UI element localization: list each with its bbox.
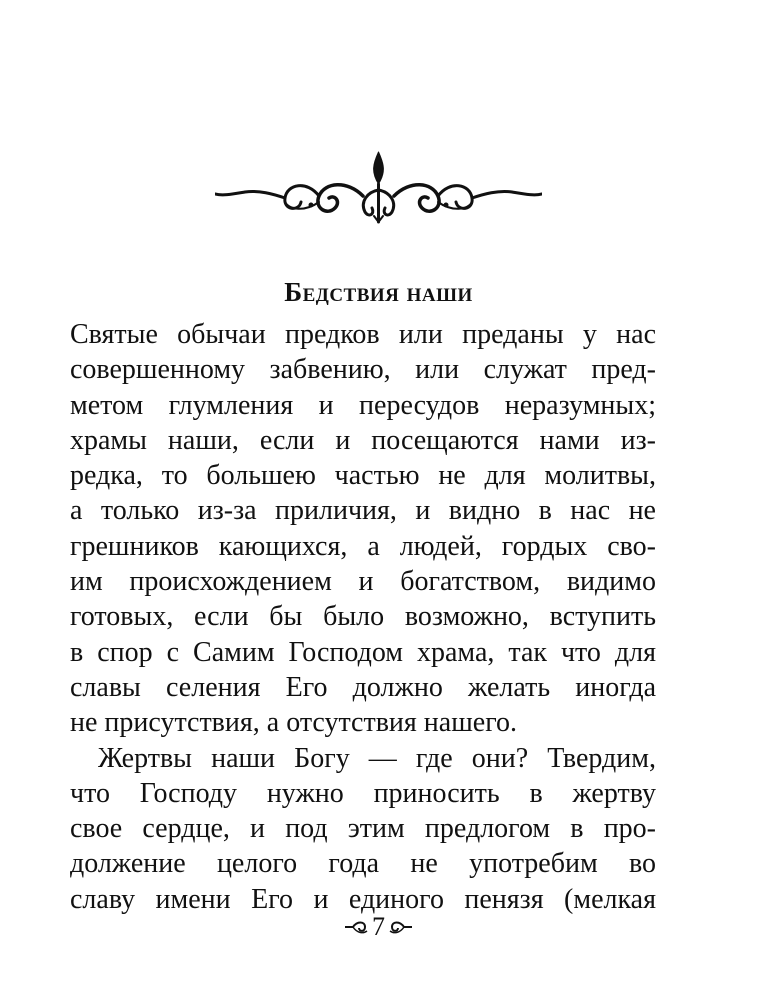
text-line: редка, то большею частью не для молитвы,: [70, 460, 656, 492]
fleuron-ornament-icon: [215, 150, 542, 230]
text-line: храмы наши, если и посещаются нами из-: [70, 424, 656, 456]
text-line: готовых, если бы было возможно, вступить: [70, 601, 656, 633]
text-line: а только из-за приличия, и видно в нас не: [70, 495, 656, 527]
body-text: [70, 317, 656, 917]
text-line: совершенному забвению, или служат пред-: [70, 354, 656, 386]
text-line: славы селения Его должно желать иногда: [70, 671, 656, 703]
text-line: что Господу нужно приносить в жертву: [70, 777, 656, 809]
text-line: Святые обычаи предков или преданы у нас: [70, 319, 656, 350]
page-number: 7: [372, 912, 385, 942]
text-line: в спор с Самим Господом храма, так что для: [70, 636, 656, 668]
text-line: им происхождением и богатством, видимо: [70, 566, 656, 598]
text-line: славу имени Его и единого пенязя (мелкая: [70, 883, 656, 915]
text-line: должение целого года не употребим во: [70, 848, 656, 880]
left-curl-ornament-icon: [343, 919, 369, 935]
text-line: метом глумления и пересудов неразумных;: [70, 389, 656, 421]
page-number-footer: [0, 910, 757, 942]
section-heading: Бедствия наши: [284, 277, 473, 307]
text-line: свое сердце, и под этим предлогом в про-: [70, 813, 656, 845]
right-curl-ornament-icon: [388, 919, 414, 935]
text-line: грешников кающихся, а людей, гордых сво-: [70, 530, 656, 562]
text-line: не присутствия, а отсутствия нашего.: [70, 707, 517, 739]
text-line: Жертвы наши Богу — где они? Твердим,: [98, 742, 656, 774]
